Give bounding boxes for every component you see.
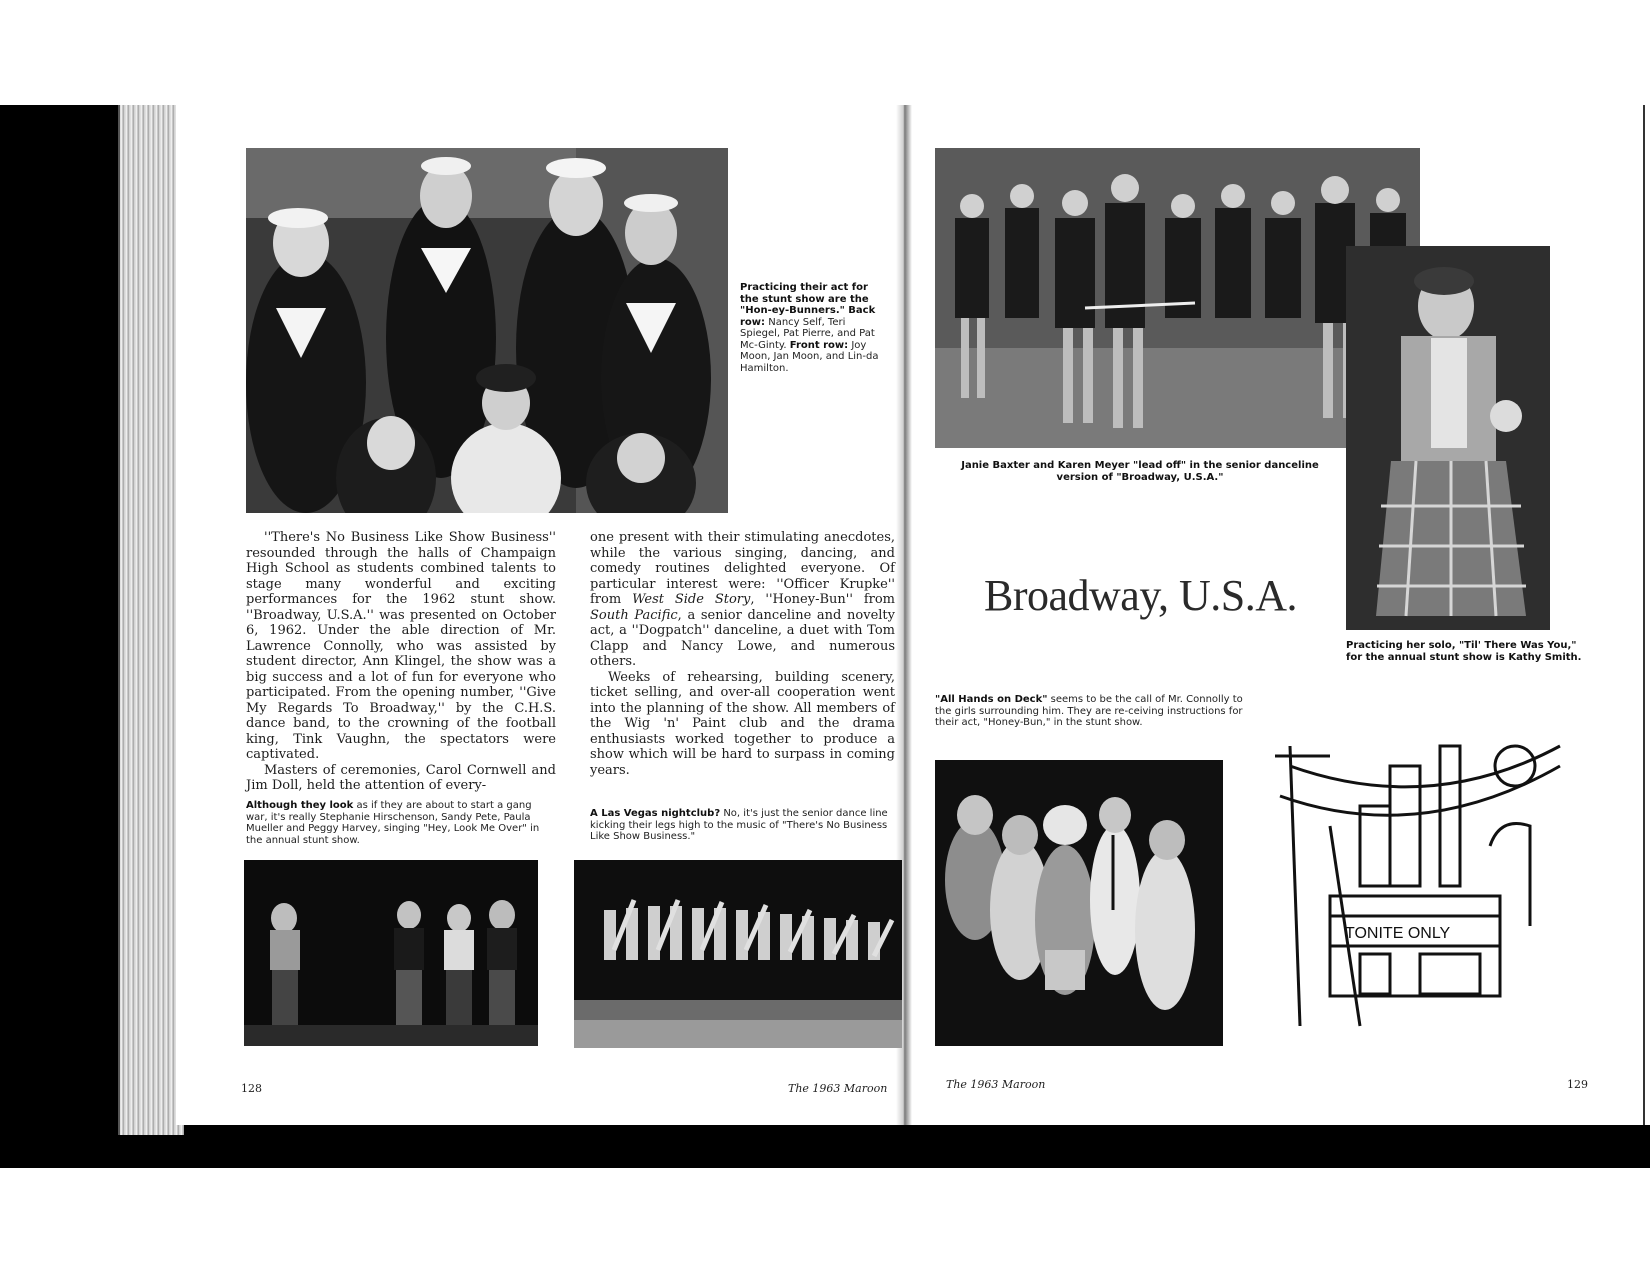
- caption-lead: Practicing her solo, "Til' There Was You," for the annual stunt show is Kathy Smith.: [1346, 640, 1582, 663]
- caption-las-vegas: [590, 808, 896, 843]
- article-text: , a senior danceline and novelty act, a ''Dogpatch'' danceline, a duet with Tom Clapp and Nancy Lowe, and numerous others.: [590, 607, 895, 669]
- caption-text: seems to be the call of Mr. Connolly to the girls surrounding him. They are re-ceiving instructions for their act, "Honey-Bun," in the stunt show.: [935, 694, 1243, 728]
- caption-text: as if they are about to start a gang war, it's really Stephanie Hirschenson, Sandy Pete, Paula Mueller and Peggy Harvey, singing "Hey, Look Me Over" in the annual stunt show.: [246, 800, 540, 846]
- footer-right: The 1963 Maroon: [946, 1078, 1046, 1091]
- right-page-edge: [1643, 105, 1650, 1125]
- marquee-text: TONITE ONLY: [1345, 925, 1451, 942]
- photo-gang-war: [244, 860, 538, 1046]
- article-italic-title: South Pacific: [590, 607, 678, 623]
- book-page-edges: [118, 105, 184, 1135]
- footer-left: The 1963 Maroon: [788, 1082, 888, 1095]
- photo-honey-bunners: [246, 148, 728, 513]
- article-paragraph: ''There's No Business Like Show Business'' resounded through the halls of Champaign High School as students combined talents to stage many wonderful and exciting performances for the 1962 stunt show. ''Broadway, U.S.A.'' was presented on October 6, 1962. Under the able direction of Mr. Lawrence Connolly, who was assisted by student director, Ann Klingel, the show was a big success and a lot of fun for everyone who participated. From the opening number, ''Give My Regards To Broadway,'' by the C.H.S. dance band, to the crowning of the football king, Tink Vaughn, the spectators were captivated.: [246, 530, 556, 762]
- caption-solo: [1346, 640, 1586, 663]
- page-number-right: 129: [1567, 1078, 1588, 1091]
- article-column-right: [590, 530, 895, 778]
- article-text: , ''Honey-Bun'' from: [750, 592, 895, 607]
- page-number-left: 128: [241, 1082, 262, 1095]
- article-paragraph: Weeks of rehearsing, building scenery, ticket selling, and over-all cooperation went into the planning of the show. All members of the Wig 'n' Paint club and the drama enthusiasts worked together to produce a show which will be hard to surpass in coming years.: [590, 669, 895, 778]
- caption-lead-off: [950, 460, 1330, 483]
- caption-gang-war: [246, 800, 554, 846]
- caption-lead: A Las Vegas nightclub?: [590, 808, 721, 819]
- article-column-left: [246, 530, 556, 794]
- caption-text: Nancy Self, Teri Spiegel, Pat Pierre, and Pat Mc-Ginty.: [740, 316, 875, 351]
- caption-lead: Janie Baxter and Karen Meyer "lead off" in the senior danceline version of "Broadway, U.S.A.": [961, 460, 1319, 483]
- caption-lead: "All Hands on Deck": [935, 694, 1048, 705]
- article-text: one present with their stimulating anecdotes, while the various singing, dancing, and comedy routines delighted everyone. Of particular interest were: ''Officer Krupke'' from: [590, 530, 895, 607]
- article-paragraph: Masters of ceremonies, Carol Cornwell and Jim Doll, held the attention of every-: [246, 762, 556, 793]
- caption-text: Joy Moon, Jan Moon, and Lin-da Hamilton.: [740, 339, 879, 374]
- illustration-broadway-sketch: [1270, 726, 1570, 1046]
- caption-lead: Front row:: [789, 339, 849, 351]
- photo-las-vegas-kickline: [574, 860, 902, 1048]
- photo-all-hands-on-deck: [935, 760, 1223, 1046]
- caption-lead: Practicing their act for the stunt show are the "Hon-ey-Bunners." Back row:: [740, 282, 876, 328]
- caption-lead: Although they look: [246, 800, 354, 811]
- photo-kathy-smith-solo: [1346, 246, 1550, 630]
- caption-honey-bunners: [740, 282, 888, 374]
- article-paragraph: [590, 530, 895, 670]
- caption-all-hands: [935, 694, 1245, 729]
- caption-text: No, it's just the senior dance line kicking their legs high to the music of "There's No Business Like Show Business.": [590, 808, 888, 842]
- article-italic-title: West Side Story: [632, 592, 751, 607]
- page-title: Broadway, U.S.A.: [984, 571, 1297, 620]
